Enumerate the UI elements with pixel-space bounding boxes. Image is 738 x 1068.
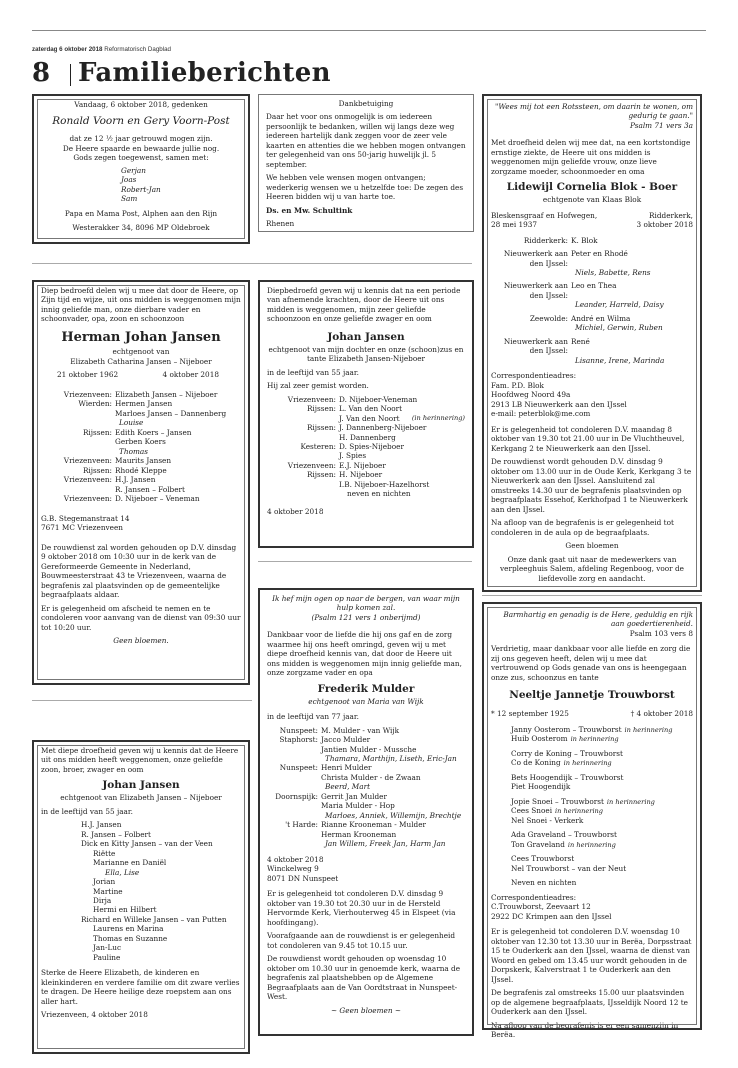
relative-row <box>267 480 465 489</box>
thanks-line: Onze dank gaat uit naar de medewerkers van verpleeghuis Salem, afdeling Regenboog, voor de liefdevolle zorg en aandacht. <box>500 554 684 583</box>
relative-place: Vriezenveen: <box>63 494 112 504</box>
intro: Met droefheid delen wij mee dat, na een kortstondige ernstige ziekte, de Heere uit ons midden is weggenomen mijn geliefde vrouw, onze lieve zorgzame moeder, schoonmoeder en oma <box>491 138 691 176</box>
relative-row <box>267 423 465 432</box>
address-line: C.Trouwborst, Zeevaart 12 <box>491 902 591 912</box>
intro: Diep bedroefd delen wij u mee dat door de Heere, op Zijn tijd en wijze, uit ons midden is weggenomen mijn innig geliefde man, onze dierbare vader en schoonvader, opa, zoon en schoonzoon <box>41 286 241 324</box>
relative-row <box>267 470 465 479</box>
relative-name: L. Van den Noort <box>339 404 403 414</box>
family-line: R. Jansen – Folbert <box>81 829 151 839</box>
voorn-line: Gods zegen toegewenst, samen met: <box>73 153 209 163</box>
family-line: Ella, Lise <box>105 867 140 877</box>
relative-place: Wierden: <box>78 399 112 409</box>
intro: Verdrietig, maar dankbaar voor alle liefde en zorg die zij ons gegeven heeft, delen wij u mee dat vertrouwend op Gods genade van ons is heengegaan onze zus, schoonzus en tante <box>491 644 691 682</box>
paragraph: Er is gelegenheid tot condoleren D.V. maandag 8 oktober van 19.30 tot 21.00 uur in De Vluchtheuvel, Kerkgang 2 te Nieuwerkerk aan den IJssel. <box>491 424 685 453</box>
death-date: 3 oktober 2018 <box>636 220 693 230</box>
relative-name: Herman Krooneman <box>321 829 397 839</box>
relative-place <box>267 480 339 489</box>
death-date: † 4 oktober 2018 <box>630 709 693 719</box>
family-line: Laurens en Marina <box>93 924 164 934</box>
paragraph: Na afloop van de begrafenis is er gelegenheid tot condoleren in de aula op de begraafplaats. <box>491 518 674 537</box>
relative-name: René <box>571 336 590 346</box>
relative-name: I.B. Nijeboer-Hazelhorst <box>339 479 430 489</box>
memory-note: in herinnering <box>563 759 612 768</box>
relative-name: D. Spies-Nijeboer <box>339 441 404 451</box>
inner-border <box>487 607 697 1025</box>
missed-line: Hij zal zeer gemist worden. <box>267 381 369 391</box>
relative-row <box>267 763 465 772</box>
age: in de leeftijd van 77 jaar. <box>267 712 359 722</box>
address-line: 8071 DN Nunspeet <box>267 873 339 883</box>
relative-name: Maurits Jansen <box>115 456 172 466</box>
person-name: Nel Snoei - Verkerk <box>511 815 584 825</box>
intro: Diepbedroefd geven wij u kennis dat na een periode van afnemende krachten, door de Heere uit ons midden is weggenomen, mijn zeer geliefde schoonzoon en onze geliefde zwager en oom <box>267 286 461 324</box>
thanks-text: Daar het voor ons onmogelijk is om iedereen persoonlijk te bedanken, willen wij langs deze weg iedereen hartelijk dank zeggen voor de zeer vele kaarten en attenties die we hebben mogen ontvangen ter gelegenheid van ons 50-jarig huwelijk jl. 5 september. <box>266 112 466 169</box>
relative-place: Rijssen: <box>306 423 336 433</box>
kid-name: Joas <box>121 175 137 185</box>
intro: Dankbaar voor de liefde die hij ons gaf en de zorg waarmee hij ons heeft omringd, geven wij u met diepe droefheid kennis van, dat door de Heere uit ons midden is weggenomen mijn innig geliefde man, onze zorgzame vader en opa <box>267 630 462 678</box>
deceased-name: Lidewijl Cornelia Blok - Boer <box>506 181 678 194</box>
paragraph: Er is gelegenheid om afscheid te nemen en te condoleren voor aanvang van de dienst van 09:30 uur tot 10:20 uur. <box>41 603 241 632</box>
relative-name: D. Nijeboer – Veneman <box>115 494 200 504</box>
person-name: Co de Koning <box>511 758 561 768</box>
relative-row <box>267 433 465 442</box>
relative-place <box>267 451 339 460</box>
verse-ref: (Psalm 121 vers 1 onberijmd) <box>311 612 421 622</box>
spouse: echtgenoot van Maria van Wijk <box>308 696 424 706</box>
relative-name: Rhodé Kleppe <box>115 465 167 475</box>
relative-row <box>267 451 465 460</box>
no-flowers: ~ Geen bloemen ~ <box>330 1005 401 1015</box>
header-paper: Reformatorisch Dagblad <box>104 46 171 53</box>
inner-border <box>37 745 245 1049</box>
grandchildren: Michiel, Gerwin, Ruben <box>575 323 663 333</box>
relative-place: Nieuwerkerk aan den IJssel: <box>503 336 568 356</box>
age: in de leeftijd van 55 jaar. <box>267 367 359 377</box>
paragraph: Er is gelegenheid tot condoleren D.V. woensdag 10 oktober van 12.30 tot 13.30 uur in Berëa, Dorpsstraat 15 te Ouderkerk aan den IJssel, waarna de dienst van Woord en gebed om 13.45 uur wordt gehouden in de Dorpskerk, Kalverstraat 1 te Ouderkerk aan den IJssel. <box>491 927 692 984</box>
paragraph: Sterke de Heere Elizabeth, de kinderen en kleinkinderen en verdere familie om dit zware verlies te dragen. De Heere heilige deze roepstem aan ons aller hart. <box>41 968 240 1006</box>
relative-name: Gerben Koers <box>115 437 166 447</box>
paragraph: De rouwdienst wordt gehouden D.V. dinsdag 9 oktober om 13.00 uur in de Oude Kerk, Kerkgang 3 te Nieuwerkerk aan den IJssel. Aansluitend zal omstreeks 14.30 uur de begrafenis plaatsvinden op begraafplaats Essehof, Kerkhofpad 1 te Nieuwerkerk aan den IJssel. <box>491 457 692 514</box>
relative-name: Maria Mulder - Hop <box>321 801 395 811</box>
family-line: Marianne en Daniël <box>93 858 167 868</box>
page-number: 8 <box>32 58 51 88</box>
voorn-line: dat ze 12 ½ jaar getrouwd mogen zijn. <box>69 134 213 144</box>
person-name: Ada Graveland – Trouwborst <box>511 830 617 840</box>
paragraph: De begrafenis zal omstreeks 15.00 uur plaatsvinden op de algemene begraafplaats, IJsseldijk Noord 12 te Ouderkerk aan den IJssel. <box>491 988 688 1017</box>
voorn-intro: Vandaag, 6 oktober 2018, gedenken <box>74 100 208 109</box>
family-line: Hermi en Hilbert <box>93 905 157 915</box>
grandchildren: Thomas <box>119 446 148 456</box>
person-name: Janny Oosterom – Trouwborst <box>511 724 622 734</box>
thanks-place: Rhenen <box>266 219 295 229</box>
relative-place: Doornspijk: <box>275 791 318 801</box>
relative-name: R. Jansen – Folbert <box>115 484 185 494</box>
person-name: Jopie Snoei – Trouwborst <box>511 796 604 806</box>
obituary-blok <box>482 94 702 592</box>
header-date: zaterdag 6 oktober 2018 <box>32 46 103 53</box>
intro: Met diepe droefheid geven wij u kennis dat de Heere uit ons midden heeft weggenomen, onze geliefde zoon, broer, zwager en oom <box>41 746 239 774</box>
relative-name: Rianne Krooneman - Mulder <box>321 820 427 830</box>
inner-border <box>37 285 245 680</box>
birth-place: Bleskensgraaf en Hofwegen, <box>491 210 598 220</box>
thanks-notice <box>258 94 474 232</box>
family-line: Thomas en Suzanne <box>93 933 168 943</box>
no-flowers: Geen bloemen <box>565 541 619 551</box>
family-line: Dirja <box>93 895 112 905</box>
birth-date: * 12 september 1925 <box>491 709 569 719</box>
thanks-title: Dankbetuiging <box>338 99 394 108</box>
grandchildren: Jan Willem, Freek Jan, Harm Jan <box>325 839 446 849</box>
paragraph: Voorafgaande aan de rouwdienst is er gelegenheid tot condoleren van 9.45 tot 10.15 uur. <box>267 931 456 950</box>
family-line: H.J. Jansen <box>81 820 122 830</box>
relative-place: Kesteren: <box>300 441 336 451</box>
obituary-trouwborst <box>482 602 702 1040</box>
relative-place: 't Harde: <box>285 820 318 830</box>
voorn-line: De Heere spaarde en bewaarde jullie nog. <box>62 143 220 153</box>
grandchildren: Thamara, Marthijn, Liseth, Eric-Jan <box>325 753 457 763</box>
verse: Barmhartig en genadig is de Here, geduldig en rijk aan goedertierenheid. <box>503 610 693 629</box>
relative-place: Vriezenveen: <box>287 460 336 470</box>
anniversary-notice <box>32 94 250 244</box>
relative-row <box>267 404 465 413</box>
deceased-name: Herman Johan Jansen <box>61 329 221 345</box>
deceased-name: Johan Jansen <box>102 779 180 792</box>
relative-name: J. Van den Noort <box>339 413 400 423</box>
kid-name: Sam <box>121 194 138 204</box>
relative-row <box>267 726 465 735</box>
title-divider <box>70 64 71 86</box>
relative-name: H.J. Jansen <box>115 475 156 485</box>
memory-note: in herinnering <box>555 807 604 816</box>
page-header <box>32 46 171 54</box>
relative-name: Hermen Jansen <box>115 399 173 409</box>
family-line: Richard en Willeke Jansen – van Putten <box>81 914 227 924</box>
separator <box>32 700 252 701</box>
verse: Ik hef mijn ogen op naar de bergen, van waar mijn hulp komen zal. <box>272 594 460 613</box>
deceased-name: Frederik Mulder <box>317 682 415 695</box>
relative-place <box>267 433 339 442</box>
address-line: Fam. P.D. Blok <box>491 380 544 390</box>
relative-row <box>267 442 465 451</box>
relative-name: Edith Koers – Jansen <box>115 427 192 437</box>
relative-place: Nunspeet: <box>279 763 318 773</box>
nephews-nieces: neven en nichten <box>347 489 411 499</box>
grandchildren: Niels, Babette, Rens <box>575 267 651 277</box>
relative-row <box>267 830 465 839</box>
address-line: G.B. Stegemanstraat 14 <box>41 513 130 523</box>
relative-place: Vriezenveen: <box>63 456 112 466</box>
relative-name: M. Mulder - van Wijk <box>321 725 400 735</box>
person-name: Corry de Koning – Trouwborst <box>511 748 623 758</box>
age: in de leeftijd van 55 jaar. <box>41 806 133 816</box>
relative-place: Vriezenveen: <box>287 394 336 404</box>
relative-place: Staphorst: <box>279 735 318 745</box>
relative-row <box>267 461 465 470</box>
relative-name: Christa Mulder - de Zwaan <box>321 772 421 782</box>
relative-name: Marloes Jansen – Dannenberg <box>115 408 227 418</box>
relative-name: J. Dannenberg-Nijeboer <box>339 423 427 433</box>
voorn-parents: Papa en Mama Post, Alphen aan den Rijn <box>64 208 218 218</box>
relative-row <box>267 735 465 744</box>
obituary-johan-parents <box>32 740 250 1054</box>
relative-place: Rijssen: <box>82 427 112 437</box>
relative-place: Nieuwerkerk aan den IJssel: <box>503 249 568 268</box>
kid-name: Gerjan <box>121 165 146 175</box>
deceased-name: Johan Jansen <box>327 330 405 343</box>
relative-name: J. Spies <box>339 451 367 461</box>
address-line: Hoofdweg Noord 49a <box>491 390 571 400</box>
family-line: Pauline <box>93 952 121 962</box>
deceased-name: Neeltje Jannetje Trouwborst <box>509 689 675 702</box>
paragraph: De rouwdienst zal worden gehouden op D.V. dinsdag 9 oktober 2018 om 10:30 uur in de kerk van de Gereformeerde Gemeente in Nederland, Bouwmeesterstraat 43 te Vriezenveen, waarna de begrafenis zal plaatsvinden op de gemeentelijke begraafplaats aldaar. <box>41 542 237 600</box>
date: 4 oktober 2018 <box>267 854 324 864</box>
person-name: Cees Snoei <box>511 806 553 816</box>
family-line: Jorian <box>93 877 116 887</box>
verse: "Wees mij tot een Rotssteen, om daarin te wonen, om gedurig te gaan." <box>495 102 693 121</box>
paragraph: Er is gelegenheid tot condoleren D.V. dinsdag 9 oktober van 19.30 tot 20.30 uur in de Hersteld Hervormde Kerk, Vierhouterweg 45 in Elspeet (via hoofdingang). <box>267 889 456 927</box>
separator <box>482 595 702 596</box>
relative-name: Henri Mulder <box>321 763 372 773</box>
person-name: Ton Graveland <box>511 839 565 849</box>
address-line: 2913 LB Nieuwerkerk aan den IJssel <box>491 399 627 409</box>
spouse: echtgenote van Klaas Blok <box>542 195 642 205</box>
relative-place <box>267 414 339 423</box>
paragraph: De rouwdienst wordt gehouden op woensdag 10 oktober om 10.30 uur in genoemde kerk, waarna de begrafenis zal plaatshebben op de Algemene Begraafplaats aan de Van Oordtstraat in Nunspeet-West. <box>267 954 461 1002</box>
relative-name: D. Nijeboer-Veneman <box>339 394 418 404</box>
grandchildren: Lisanne, Irene, Marinda <box>575 355 665 365</box>
person-name: Bets Hoogendijk – Trouwborst <box>511 772 624 782</box>
obituary-herman <box>32 280 250 685</box>
relative-place: Ridderkerk: <box>523 235 568 245</box>
spouse: echtgenoot van <box>112 347 170 357</box>
voorn-names: Ronald Voorn en Gery Voorn-Post <box>52 115 230 128</box>
relative-name: Leo en Thea <box>571 281 617 291</box>
spouse: echtgenoot van mijn dochter en onze (schoon)zus en tante Elizabeth Jansen-Nijeboer <box>268 344 464 364</box>
relative-place: Rijssen: <box>306 470 336 480</box>
memory-note: in herinnering <box>567 840 616 849</box>
relative-name: Elizabeth Jansen – Nijeboer <box>115 389 218 399</box>
separator <box>32 263 472 264</box>
relative-row <box>267 773 465 782</box>
thanks-text: We hebben vele wensen mogen ontvangen; wederkerig wensen we u hetzelfde toe: De zegen des Heeren bidden wij u van harte toe. <box>266 173 464 202</box>
inner-border <box>487 99 697 587</box>
section-title: Familieberichten <box>78 58 331 88</box>
relative-name: K. Blok <box>571 235 598 245</box>
address-line: Winckelweg 9 <box>267 864 319 874</box>
grandchildren: Louise <box>119 418 144 428</box>
relative-place: Rijssen: <box>82 465 112 475</box>
no-flowers: Geen bloemen. <box>113 636 169 646</box>
grandchildren: Beerd, Mart <box>325 782 371 792</box>
grandchildren: Marloes, Anniek, Willemijn, Brechtje <box>325 810 462 820</box>
verse-ref: Psalm 71 vers 3a <box>630 120 693 130</box>
relative-row <box>267 801 465 810</box>
relative-name: André en Wilma <box>571 313 631 323</box>
corr-label: Correspondentieadres: <box>491 371 577 381</box>
thanks-signature: Ds. en Mw. Schultink <box>266 205 353 215</box>
relative-place: Nieuwerkerk aan den IJssel: <box>503 281 568 300</box>
death-date: 4 oktober 2018 <box>162 370 219 380</box>
relative-place <box>267 773 321 782</box>
obituary-mulder <box>258 588 474 1036</box>
memory-note: in herinnering <box>624 725 673 734</box>
family-line: Riëtte <box>93 848 116 858</box>
date: 4 oktober 2018 <box>267 506 324 516</box>
address-line: 7671 MC Vriezenveen <box>41 523 123 533</box>
relative-name: Gerrit Jan Mulder <box>321 791 387 801</box>
relative-name: H. Dannenberg <box>339 432 396 442</box>
birth-date: 21 oktober 1962 <box>57 370 119 380</box>
person-name: Piet Hoogendijk <box>511 782 571 792</box>
inner-border <box>37 99 245 239</box>
memory-note: in herinnering <box>570 735 619 744</box>
relative-name: Jantien Mulder - Mussche <box>321 744 417 754</box>
relative-place: Vriezenveen: <box>63 389 112 399</box>
relative-place: Nunspeet: <box>279 725 318 735</box>
relative-name: Peter en Rhodé <box>571 249 628 259</box>
relative-place: Vriezenveen: <box>63 475 112 485</box>
person-name: Huib Oosterom <box>511 734 568 744</box>
person-name: Neven en nichten <box>511 878 577 888</box>
date: Vriezenveen, 4 oktober 2018 <box>41 1010 148 1020</box>
relative-name: E.J. Nijeboer <box>339 460 386 470</box>
memory-note: (in herinnering) <box>411 413 465 422</box>
spouse: echtgenoot van Elizabeth Jansen – Nijeboer <box>60 793 222 803</box>
relatives-list <box>267 395 465 490</box>
relative-place: Rijssen: <box>306 404 336 414</box>
relative-place <box>267 830 321 839</box>
death-place: Ridderkerk, <box>649 210 693 220</box>
relative-place <box>267 745 321 754</box>
family-line: Dick en Kitty Jansen – van der Veen <box>81 839 213 849</box>
relative-row <box>267 820 465 829</box>
family-line: Jan-Luc <box>93 943 122 953</box>
family-line: Martine <box>93 886 123 896</box>
relative-row <box>267 792 465 801</box>
spouse: Elizabeth Catharina Jansen – Nijeboer <box>70 356 212 366</box>
relative-row <box>267 414 465 423</box>
memory-note: in herinnering <box>606 797 655 806</box>
voorn-address: Westerakker 34, 8096 MP Oldebroek <box>72 223 210 232</box>
separator <box>258 561 472 562</box>
kid-name: Robert-Jan <box>121 184 161 194</box>
person-name: Cees Trouwborst <box>511 854 575 864</box>
verse-ref: Psalm 103 vers 8 <box>629 628 693 638</box>
relative-name: H. Nijeboer <box>339 470 383 480</box>
relative-place: Zeewolde: <box>529 313 568 323</box>
grandchildren: Leander, Harreld, Daisy <box>575 300 664 310</box>
relative-row <box>267 395 465 404</box>
corr-label: Correspondentieadres: <box>491 892 577 902</box>
relative-row <box>267 745 465 754</box>
relative-place <box>267 801 321 810</box>
obituary-johan-family <box>258 280 474 548</box>
person-name: Nel Trouwborst – van der Neut <box>511 863 627 873</box>
email-line: e-mail: peterblok@me.com <box>491 409 591 419</box>
birth-date: 28 mei 1937 <box>491 220 538 230</box>
relatives-list <box>267 726 465 849</box>
relative-name: Jacco Mulder <box>321 735 371 745</box>
paragraph: Na afloop van de begrafenis is er een samenzijn in Berëa. <box>491 1020 679 1040</box>
address-line: 2922 DC Krimpen aan den IJssel <box>491 911 612 921</box>
top-rule <box>32 30 706 31</box>
